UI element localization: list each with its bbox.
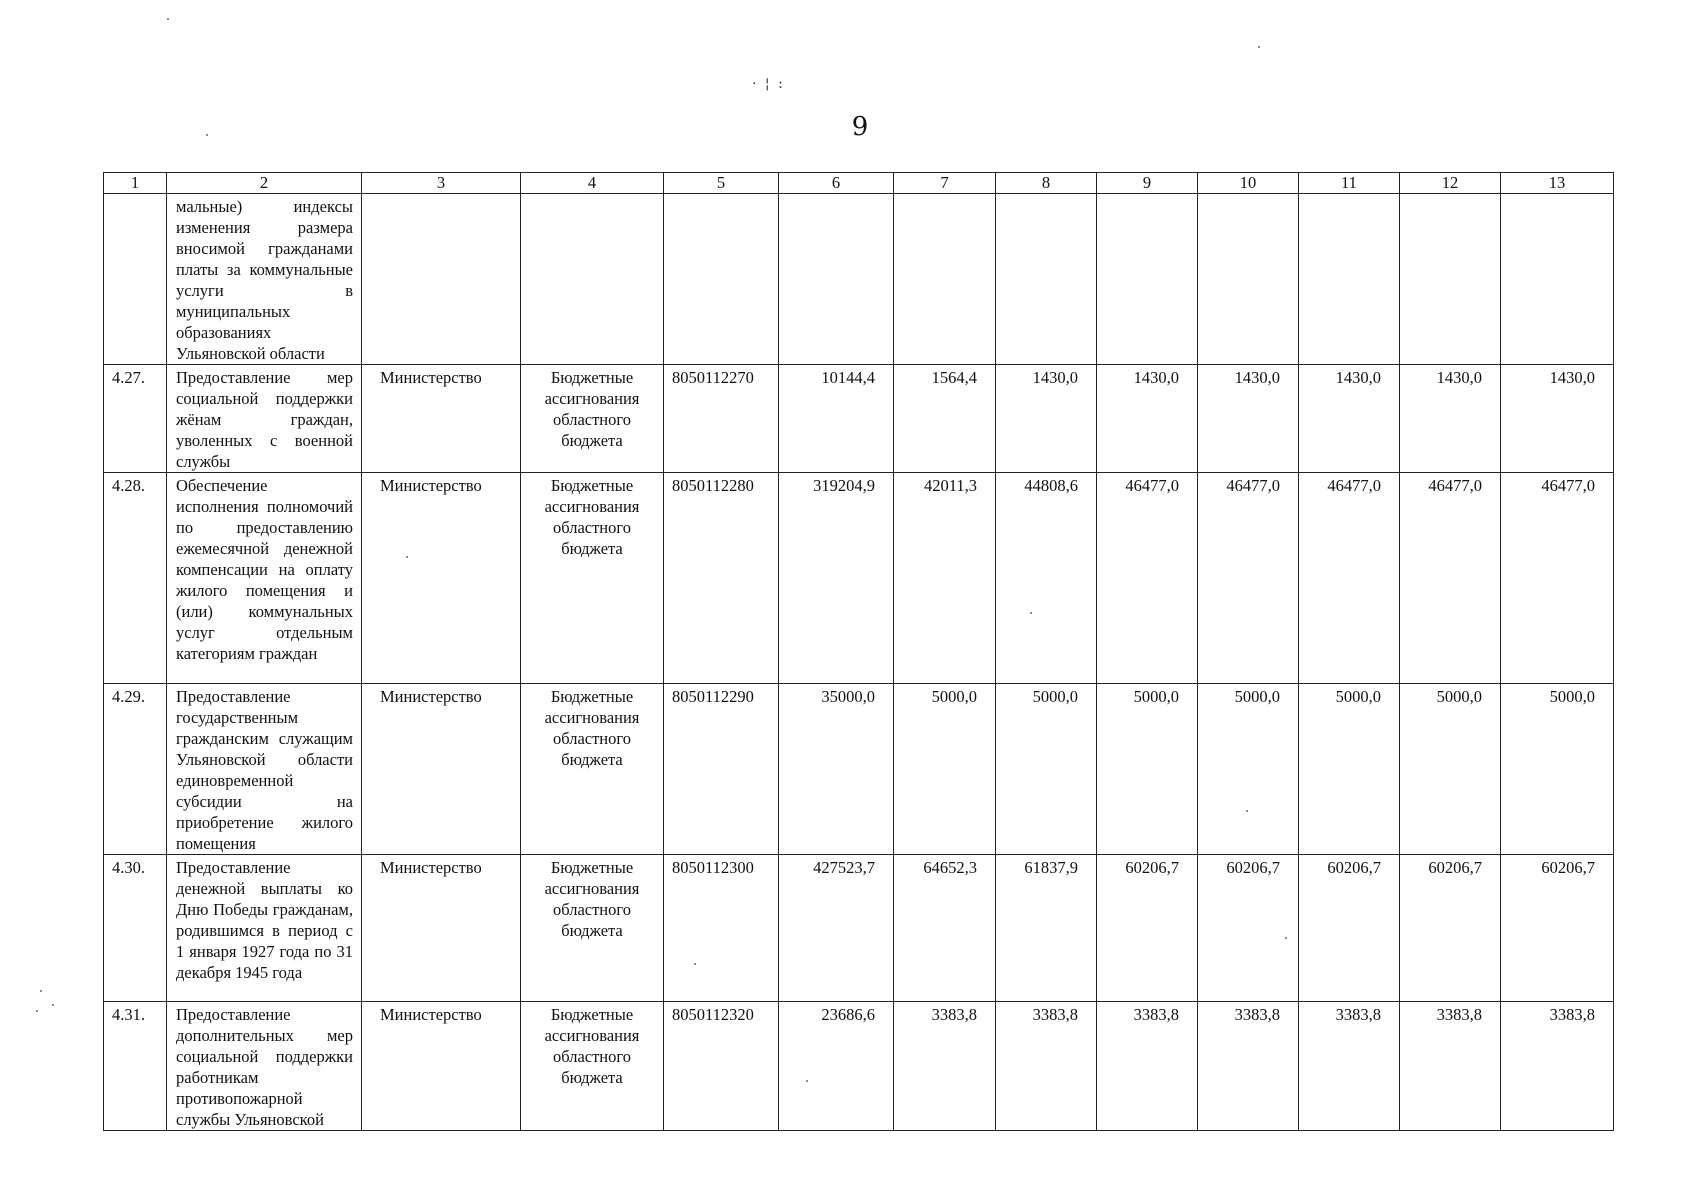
cell-value — [996, 194, 1097, 365]
cell-code: 8050112270 — [664, 365, 779, 473]
cell-value: 3383,8 — [1400, 1002, 1501, 1131]
cell-value: 61837,9 — [996, 855, 1097, 1002]
cell-value: 42011,3 — [894, 473, 996, 684]
cell-value: 3383,8 — [996, 1002, 1097, 1131]
cell-executor: Министерство — [362, 473, 521, 684]
cell-executor — [362, 194, 521, 365]
cell-value: 5000,0 — [1198, 684, 1299, 855]
column-header: 4 — [521, 173, 664, 194]
cell-value: 46477,0 — [1198, 473, 1299, 684]
column-header: 3 — [362, 173, 521, 194]
cell-num: 4.28. — [104, 473, 167, 684]
cell-value: 23686,6 — [779, 1002, 894, 1131]
cell-source: Бюджетные ассигнования областного бюджета — [521, 1002, 664, 1131]
column-header: 13 — [1501, 173, 1614, 194]
cell-value: 1564,4 — [894, 365, 996, 473]
cell-num: 4.29. — [104, 684, 167, 855]
cell-value — [1501, 194, 1614, 365]
budget-table — [103, 172, 1614, 1131]
cell-value: 60206,7 — [1097, 855, 1198, 1002]
cell-value: 3383,8 — [1501, 1002, 1614, 1131]
cell-value: 319204,9 — [779, 473, 894, 684]
cell-value: 1430,0 — [1097, 365, 1198, 473]
cell-executor: Министерство — [362, 365, 521, 473]
cell-source — [521, 194, 664, 365]
scan-speck — [52, 1004, 54, 1006]
table-row-continuation — [104, 194, 1614, 365]
cell-value: 5000,0 — [1400, 684, 1501, 855]
cell-code: 8050112280 — [664, 473, 779, 684]
cell-name: Предоставление государственным гражданским служащим Ульяновской области единовременной субсидии на приобретение жилого помещения — [167, 684, 362, 855]
cell-value: 3383,8 — [894, 1002, 996, 1131]
cell-value — [779, 194, 894, 365]
cell-value: 60206,7 — [1299, 855, 1400, 1002]
cell-value: 3383,8 — [1299, 1002, 1400, 1131]
cell-source: Бюджетные ассигнования областного бюджета — [521, 855, 664, 1002]
cell-value: 1430,0 — [1299, 365, 1400, 473]
cell-executor: Министерство — [362, 684, 521, 855]
column-header: 6 — [779, 173, 894, 194]
cell-value: 1430,0 — [1400, 365, 1501, 473]
cell-name: Предоставление дополнительных мер социальной поддержки работникам противопожарной службы Ульяновской — [167, 1002, 362, 1131]
cell-value: 60206,7 — [1400, 855, 1501, 1002]
cell-executor: Министерство — [362, 1002, 521, 1131]
cell-value: 60206,7 — [1198, 855, 1299, 1002]
cell-source: Бюджетные ассигнования областного бюджета — [521, 684, 664, 855]
cell-code: 8050112320 — [664, 1002, 779, 1131]
cell-value: 5000,0 — [1097, 684, 1198, 855]
cell-value: 60206,7 — [1501, 855, 1614, 1002]
table-row — [104, 365, 1614, 473]
cell-value: 10144,4 — [779, 365, 894, 473]
cell-code: 8050112300 — [664, 855, 779, 1002]
cell-value: 46477,0 — [1400, 473, 1501, 684]
cell-executor: Министерство — [362, 855, 521, 1002]
scan-speck — [36, 1010, 38, 1012]
cell-name: Предоставление денежной выплаты ко Дню Победы гражданам, родившимся в период с 1 января 1927 года по 31 декабря 1945 года — [167, 855, 362, 1002]
scan-speck — [167, 18, 169, 20]
table-row — [104, 473, 1614, 684]
cell-value: 1430,0 — [996, 365, 1097, 473]
cell-value: 1430,0 — [1501, 365, 1614, 473]
cell-value: 3383,8 — [1097, 1002, 1198, 1131]
cell-code: 8050112290 — [664, 684, 779, 855]
cell-num: 4.30. — [104, 855, 167, 1002]
header-row — [104, 173, 1614, 194]
table-row — [104, 855, 1614, 1002]
column-header: 10 — [1198, 173, 1299, 194]
column-header: 1 — [104, 173, 167, 194]
cell-num: 4.27. — [104, 365, 167, 473]
cell-value: 3383,8 — [1198, 1002, 1299, 1131]
column-header: 2 — [167, 173, 362, 194]
cell-value: 5000,0 — [894, 684, 996, 855]
cell-value: 46477,0 — [1501, 473, 1614, 684]
cell-value: 5000,0 — [1501, 684, 1614, 855]
column-header: 9 — [1097, 173, 1198, 194]
table-row — [104, 1002, 1614, 1131]
cell-source: Бюджетные ассигнования областного бюджета — [521, 365, 664, 473]
table-row — [104, 684, 1614, 855]
cell-value — [1299, 194, 1400, 365]
cell-num: 4.31. — [104, 1002, 167, 1131]
cell-name: Предоставление мер социальной поддержки жёнам граждан, уволенных с военной службы — [167, 365, 362, 473]
cell-value: 46477,0 — [1097, 473, 1198, 684]
cell-num — [104, 194, 167, 365]
column-header: 11 — [1299, 173, 1400, 194]
cell-name: мальные) индексы изменения размера вносимой гражданами платы за коммунальные услуги в муниципальных образованиях Ульяновской области — [167, 194, 362, 365]
cell-value: 1430,0 — [1198, 365, 1299, 473]
page-number: 9 — [851, 112, 869, 142]
cell-name: Обеспечение исполнения полномочий по предоставлению ежемесячной денежной компенсации на оплату жилого помещения и (или) коммунальных услуг отдельным категориям граждан — [167, 473, 362, 684]
column-header: 8 — [996, 173, 1097, 194]
cell-value: 35000,0 — [779, 684, 894, 855]
cell-value — [1400, 194, 1501, 365]
cell-value — [1097, 194, 1198, 365]
column-header: 7 — [894, 173, 996, 194]
cell-value: 44808,6 — [996, 473, 1097, 684]
cell-value: 5000,0 — [1299, 684, 1400, 855]
cell-value: 64652,3 — [894, 855, 996, 1002]
cell-value: 5000,0 — [996, 684, 1097, 855]
cell-value: 46477,0 — [1299, 473, 1400, 684]
cell-value — [1198, 194, 1299, 365]
top-scan-marks: · ¦ : — [752, 76, 785, 92]
column-header: 5 — [664, 173, 779, 194]
scan-speck — [40, 990, 42, 992]
cell-value: 427523,7 — [779, 855, 894, 1002]
scan-speck — [1258, 46, 1260, 48]
cell-value — [894, 194, 996, 365]
column-header: 12 — [1400, 173, 1501, 194]
cell-source: Бюджетные ассигнования областного бюджета — [521, 473, 664, 684]
cell-code — [664, 194, 779, 365]
scan-speck — [206, 134, 208, 136]
